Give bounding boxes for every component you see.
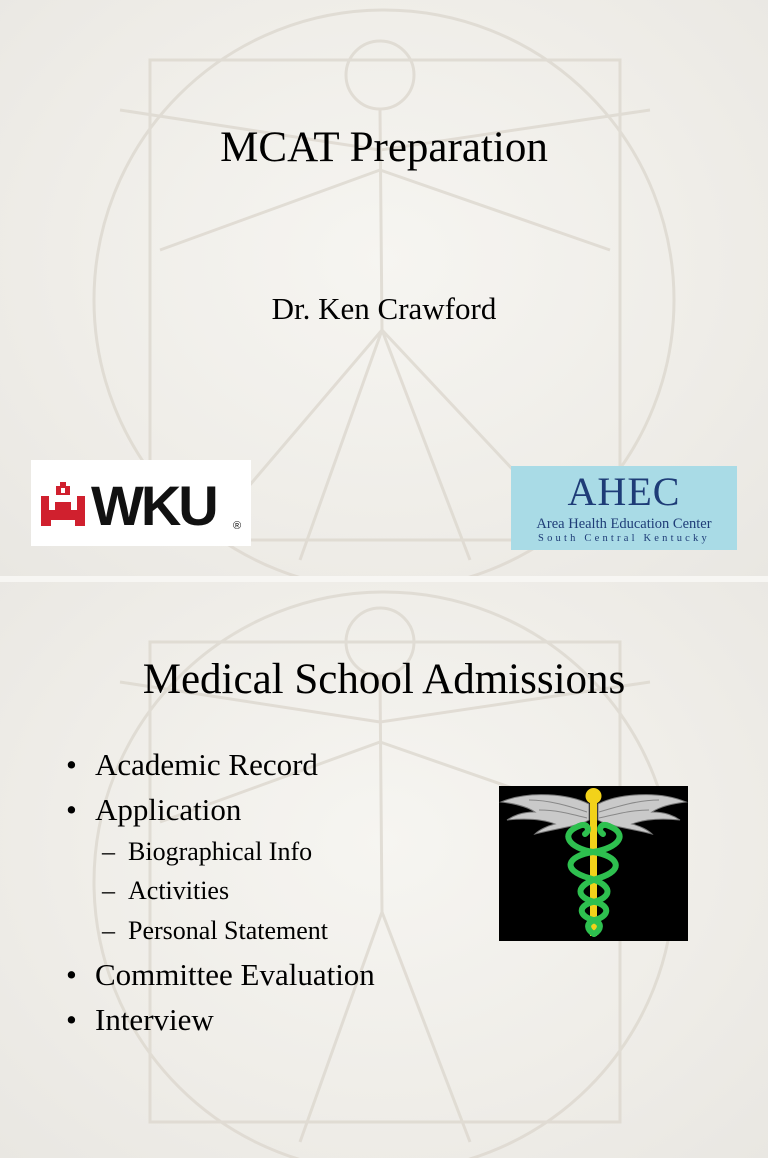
dash-marker: –: [102, 837, 115, 866]
wku-wordmark: WKU: [91, 474, 216, 537]
ahec-logo: [511, 466, 737, 550]
slide-title: Medical School Admissions: [142, 656, 626, 703]
list-item: • Application: [66, 792, 242, 827]
bullet-dot: •: [66, 957, 77, 992]
caduceus-icon: [499, 786, 688, 941]
slide-title: MCAT Preparation: [220, 124, 548, 171]
ahec-wordmark: AHEC: [567, 469, 681, 514]
list-item: • Academic Record: [66, 747, 318, 782]
list-item: • Interview: [66, 1002, 214, 1037]
sub-list-item: – Biographical Info: [102, 837, 313, 866]
bullet-dot: •: [66, 1002, 77, 1037]
ahec-full-name: Area Health Education Center: [536, 516, 712, 532]
wku-cupola-icon: [41, 482, 85, 526]
slide-1: [0, 0, 768, 576]
slide-2: [0, 582, 768, 1158]
caduceus-image: [499, 786, 688, 941]
sub-list-item: – Activities: [102, 876, 230, 905]
sub-list-item: – Personal Statement: [102, 916, 329, 945]
presenter-name: Dr. Ken Crawford: [271, 291, 497, 326]
wku-logo: [31, 460, 251, 546]
registered-mark: ®: [233, 520, 242, 532]
list-item: • Committee Evaluation: [66, 957, 375, 992]
dash-marker: –: [102, 876, 115, 905]
dash-marker: –: [102, 916, 115, 945]
bullet-dot: •: [66, 747, 77, 782]
bullet-dot: •: [66, 792, 77, 827]
ahec-region: South Central Kentucky: [538, 533, 710, 544]
